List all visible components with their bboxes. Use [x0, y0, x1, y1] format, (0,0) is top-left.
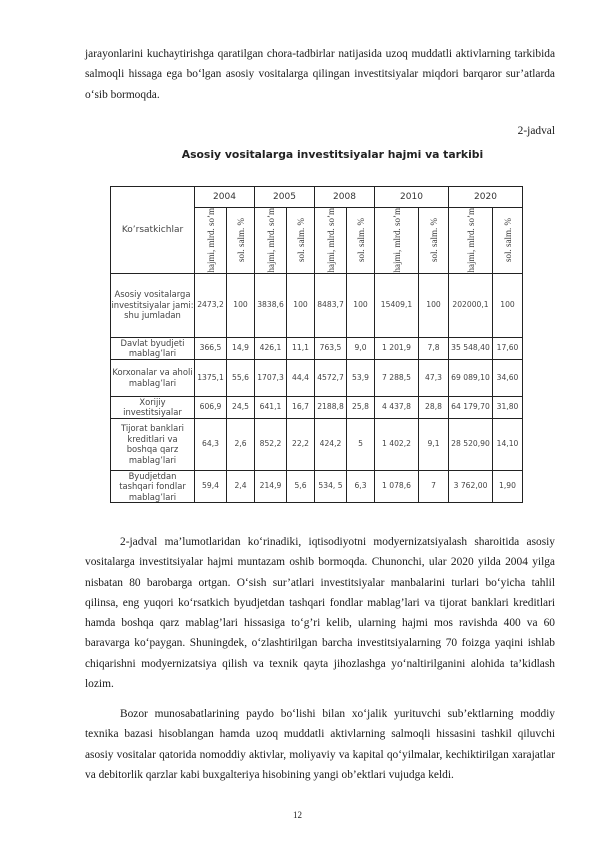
page-number: 12 — [293, 810, 302, 820]
table-cell: 1 078,6 — [375, 470, 419, 503]
table-cell: 100 — [227, 273, 255, 337]
intro-paragraph: jarayonlarini kuchaytirishga qaratilgan chora-tadbirlar natijasida uzoq muddatli aktivlarning tarkibida salmoqli hissaga ega bo‘lgan asosiy vositalarga qilingan investitsiyalar miqdori barqaror sur’atlarda o‘sib bormoqda. — [85, 48, 555, 101]
table-cell: 69 089,10 — [449, 359, 493, 396]
table-cell: 28 520,90 — [449, 418, 493, 470]
table-cell: 9,1 — [419, 418, 449, 470]
table-cell: 1 201,9 — [375, 337, 419, 359]
table-cell: 2,6 — [227, 418, 255, 470]
table-row — [111, 337, 523, 359]
table-cell: 1,90 — [493, 470, 523, 503]
row-label: Asosiy vositalarga investitsiyalar jami: shu jumladan — [111, 273, 195, 337]
table-cell: 17,60 — [493, 337, 523, 359]
table-cell: 53,9 — [347, 359, 375, 396]
volume-header: hajmi, mlrd. so’m — [255, 208, 287, 274]
table-cell: 5,6 — [287, 470, 315, 503]
table-cell: 100 — [493, 273, 523, 337]
volume-header: hajmi, mlrd. so’m — [315, 208, 347, 274]
table-cell: 44,4 — [287, 359, 315, 396]
share-header: sol. salm. % — [347, 208, 375, 274]
row-label: Korxonalar va aholi mablag’lari — [111, 359, 195, 396]
indicators-header: Ko’rsatkichlar — [111, 187, 195, 274]
table-cell: 59,4 — [195, 470, 227, 503]
analysis-paragraph: 2-jadval ma’lumotlaridan ko‘rinadiki, iqtisodiyotni modyernizatsiyalash sharoitida asosiy vositalarga investitsiyalar hajmi muntazam oshib bormoqda. Chunonchi, ular 2020 yilda 2004 yilga nisbatan 80 barobarga ortgan. O‘sish sur’atlari investitsiyalar manbalarini turlari bo‘yicha tahlil qilinsa, eng yuqori ko‘rsatkich byudjetdan tashqari fondlar mablag’lari va tijorat banklari kreditlari hamda boshqa qarz mablag’lari hissasiga to‘g’ri kelib, ularning hajmi mos ravishda 400 va 60 baravarga ko‘paygan. Shuningdek, o‘zlashtirilgan barcha investitsiyalarning 70 foizga yaqini ishlab chiqarishni modyernizatsiya qilish va texnik qayta jihozlashga yo‘naltirilganini alohida ta’kidlash lozim. — [85, 536, 555, 691]
table-cell: 31,80 — [493, 396, 523, 418]
table-cell: 55,6 — [227, 359, 255, 396]
table-cell: 47,3 — [419, 359, 449, 396]
table-cell: 2473,2 — [195, 273, 227, 337]
table-cell: 426,1 — [255, 337, 287, 359]
table-cell: 9,0 — [347, 337, 375, 359]
table-cell: 2188,8 — [315, 396, 347, 418]
table-cell: 64,3 — [195, 418, 227, 470]
share-header: sol. salm. % — [493, 208, 523, 274]
table-cell: 534, 5 — [315, 470, 347, 503]
table-cell: 14,10 — [493, 418, 523, 470]
table-cell: 100 — [347, 273, 375, 337]
table-body — [111, 273, 523, 503]
conclusion-paragraph: Bozor munosabatlarining paydo bo‘lishi bilan xo‘jalik yurituvchi sub’ektlarning moddiy texnika bazasi hisoblangan hamda uzoq muddatli aktivlarning salmoqli hissasini tashkil qiluvchi asosiy vositalar qatorida nomoddiy aktivlar, moliyaviy va kapital qo‘yilmalar, kechiktirilgan xarajatlar va debitorlik qarzlar kabi buxgalteriya hisobining yangi ob’ektlari vujudga keldi. — [85, 708, 555, 781]
row-label: Xorijiy investitsiyalar — [111, 396, 195, 418]
volume-header: hajmi, mlrd. so’m — [449, 208, 493, 274]
volume-header: hajmi, mlrd. so’m — [195, 208, 227, 274]
table-row — [111, 396, 523, 418]
table-cell: 28,8 — [419, 396, 449, 418]
table-cell: 24,5 — [227, 396, 255, 418]
table-cell: 3838,6 — [255, 273, 287, 337]
table-cell: 606,9 — [195, 396, 227, 418]
table-cell: 35 548,40 — [449, 337, 493, 359]
table-cell: 25,8 — [347, 396, 375, 418]
table-cell: 5 — [347, 418, 375, 470]
table-cell: 424,2 — [315, 418, 347, 470]
table-cell: 64 179,70 — [449, 396, 493, 418]
year-header: 2010 — [375, 187, 449, 208]
table-cell: 3 762,00 — [449, 470, 493, 503]
share-header: sol. salm. % — [227, 208, 255, 274]
year-header-row — [111, 187, 523, 208]
table-cell: 7 288,5 — [375, 359, 419, 396]
table-cell: 202000,1 — [449, 273, 493, 337]
table-cell: 852,2 — [255, 418, 287, 470]
table-cell: 2,4 — [227, 470, 255, 503]
share-header: sol. salm. % — [287, 208, 315, 274]
table-cell: 15409,1 — [375, 273, 419, 337]
table-cell: 6,3 — [347, 470, 375, 503]
year-header: 2020 — [449, 187, 523, 208]
table-cell: 22,2 — [287, 418, 315, 470]
table-cell: 11,1 — [287, 337, 315, 359]
table-row — [111, 470, 523, 503]
year-header: 2008 — [315, 187, 375, 208]
table-cell: 214,9 — [255, 470, 287, 503]
table-cell: 100 — [419, 273, 449, 337]
share-header: sol. salm. % — [419, 208, 449, 274]
row-label: Tijorat banklari kreditlari va boshqa qarz mablag’lari — [111, 418, 195, 470]
table-title: Asosiy vositalarga investitsiyalar hajmi va tarkibi — [181, 148, 484, 161]
table-cell: 7 — [419, 470, 449, 503]
table-cell: 1 402,2 — [375, 418, 419, 470]
table-cell: 4572,7 — [315, 359, 347, 396]
year-header: 2004 — [195, 187, 255, 208]
row-label: Davlat byudjeti mablag’lari — [111, 337, 195, 359]
table-cell: 100 — [287, 273, 315, 337]
year-header: 2005 — [255, 187, 315, 208]
row-label: Byudjetdan tashqari fondlar mablag’lari — [111, 470, 195, 503]
table-row — [111, 273, 523, 337]
table-row — [111, 418, 523, 470]
volume-header: hajmi, mlrd. so’m — [375, 208, 419, 274]
table-cell: 763,5 — [315, 337, 347, 359]
table-cell: 14,9 — [227, 337, 255, 359]
investment-table — [110, 186, 523, 503]
table-cell: 4 437,8 — [375, 396, 419, 418]
table-cell: 1375,1 — [195, 359, 227, 396]
table-label: 2-jadval — [517, 125, 555, 137]
table-cell: 7,8 — [419, 337, 449, 359]
table-row — [111, 359, 523, 396]
table-cell: 366,5 — [195, 337, 227, 359]
table-cell: 1707,3 — [255, 359, 287, 396]
table-cell: 34,60 — [493, 359, 523, 396]
table-cell: 641,1 — [255, 396, 287, 418]
table-cell: 8483,7 — [315, 273, 347, 337]
table-cell: 16,7 — [287, 396, 315, 418]
